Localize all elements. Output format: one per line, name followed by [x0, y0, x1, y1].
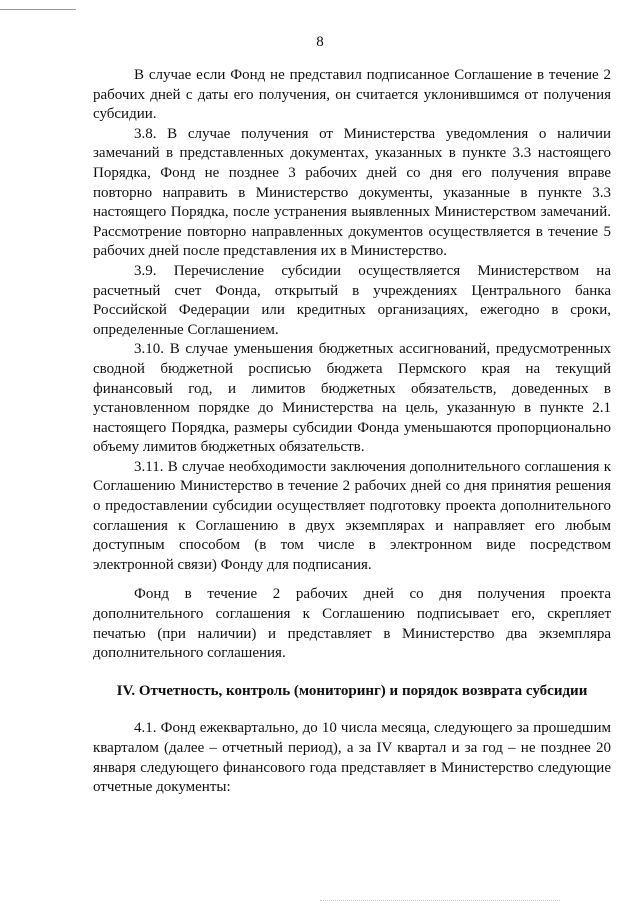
- paragraph-fund-signing: Фонд в течение 2 рабочих дней со дня получения проекта дополнительного соглашения к Соглашению подписывает его, скрепляет печатью (при наличии) и представляет в Министерство два экземпляра дополнительного соглашения.: [93, 586, 611, 662]
- paragraph-agreement-evasion: В случае если Фонд не представил подписанное Соглашение в течение 2 рабочих дней с даты его получения, он считается уклонившимся от получения субсидии.: [93, 67, 611, 123]
- paragraph-4-1: 4.1. Фонд ежеквартально, до 10 числа месяца, следующего за прошедшим кварталом (далее – отчетный период), а за IV квартал и за год – не позднее 20 января следующего финансового года представляет в Министерство следующие отчетные документы:: [93, 720, 611, 796]
- section-spacer-bottom: [93, 701, 611, 719]
- page-number: 8: [316, 34, 324, 50]
- paragraph-spacer: [93, 575, 611, 585]
- paragraph-3-10: 3.10. В случае уменьшения бюджетных ассигнований, предусмотренных сводной бюджетной росписью бюджета Пермского края на текущий финансовый год, и лимитов бюджетных обязательств, доведенных в установленном порядке до Министерства на цель, указанную в пункте 2.1 настоящего Порядка, размеры субсидии Фонда уменьшаются пропорционально объему лимитов бюджетных обязательств.: [93, 341, 611, 456]
- paragraph-3-9: 3.9. Перечисление субсидии осуществляется Министерством на расчетный счет Фонда, открытый в учреждениях Центрального банка Российской Федерации или кредитных организациях, ежегодно в сроки, определенные Соглашением.: [93, 262, 611, 338]
- scan-corner-line: [0, 9, 76, 10]
- paragraph-3-11: 3.11. В случае необходимости заключения дополнительного соглашения к Соглашению Министерство в течение 2 рабочих дней со дня принятия решения о предоставлении субсидии осуществляет подготовку проекта дополнительного соглашения к Соглашению в двух экземплярах и направляет его любым доступным способом (в том числе в электронном виде посредством электронной связи) Фонду для подписания.: [93, 458, 611, 573]
- section-spacer-top: [93, 664, 611, 682]
- paragraph-3-8: 3.8. В случае получения от Министерства уведомления о наличии замечаний в представленных документах, указанных в пункте 3.3 настоящего Порядка, Фонд не позднее 3 рабочих дней со дня его получения вправе повторно направить в Министерство документы, указанные в пункте 3.3 настоящего Порядка, после устранения выявленных Министерством замечаний. Рассмотрение повторно направленных документов осуществляется в течение 5 рабочих дней после представления их в Министерство.: [93, 125, 611, 260]
- document-body: [93, 66, 611, 798]
- section-heading-iv: IV. Отчетность, контроль (мониторинг) и порядок возврата субсидии: [116, 682, 588, 699]
- scan-bottom-line: [320, 900, 560, 901]
